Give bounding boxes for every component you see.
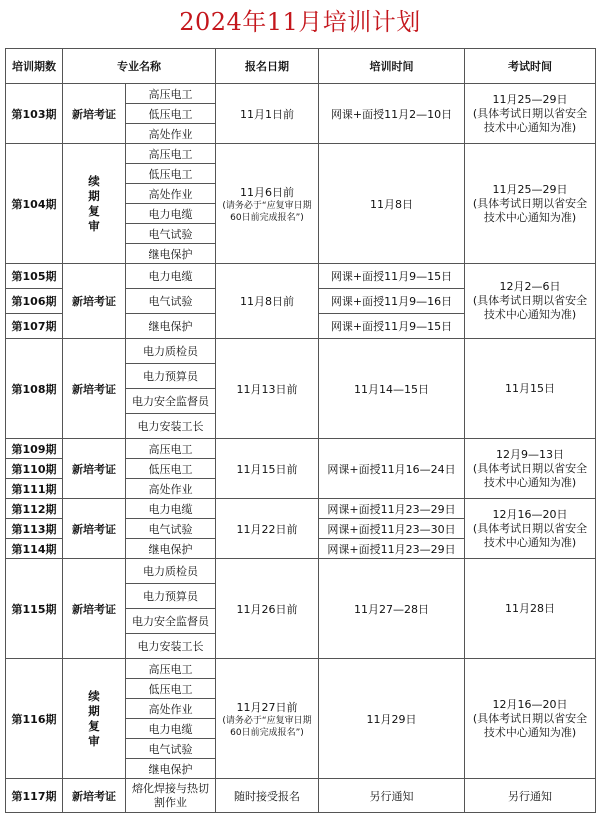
- signup-date-cell: [216, 144, 319, 264]
- signup-date-cell: 11月22日前: [216, 499, 319, 559]
- training-time-cell: 网课+面授11月9—15日: [319, 264, 465, 289]
- exam-time-cell: 另行通知: [465, 779, 596, 813]
- signup-date: 11月6日前: [240, 185, 294, 199]
- table-row: [6, 779, 596, 813]
- specialty-cell: 低压电工: [126, 679, 216, 699]
- signup-date-cell: [216, 659, 319, 779]
- exam-note: (具体考试日期以省安全: [472, 106, 588, 120]
- period-cell: 第116期: [6, 659, 63, 779]
- signup-date-cell: 随时接受报名: [216, 779, 319, 813]
- table-row: [6, 499, 596, 519]
- exam-note: 技术中心通知为准): [483, 210, 577, 224]
- specialty-cell: 电力质检员: [126, 339, 216, 364]
- training-time-cell: 网课+面授11月9—16日: [319, 289, 465, 314]
- exam-time-cell: 11月28日: [465, 559, 596, 659]
- specialty-cell: 高处作业: [126, 479, 216, 499]
- course-type-cell: 新培考证: [63, 84, 126, 144]
- training-time-cell: 11月14—15日: [319, 339, 465, 439]
- course-type-cell: 新培考证: [63, 499, 126, 559]
- table-row: [6, 84, 596, 104]
- signup-date-cell: 11月26日前: [216, 559, 319, 659]
- header-period: 培训期数: [6, 49, 63, 84]
- training-time-cell: 网课+面授11月23—30日: [319, 519, 465, 539]
- period-cell: 第106期: [6, 289, 63, 314]
- course-type-cell: 续 期 复 审: [63, 144, 126, 264]
- specialty-cell: 电气试验: [126, 224, 216, 244]
- header-exam-time: 考试时间: [465, 49, 596, 84]
- exam-time-cell: [465, 659, 596, 779]
- period-cell: 第115期: [6, 559, 63, 659]
- table-row: [6, 264, 596, 289]
- exam-date: 11月25—29日: [492, 92, 568, 106]
- signup-note: (请务必于“应复审日期60日前完成报名”): [222, 715, 312, 738]
- specialty-cell: 电气试验: [126, 289, 216, 314]
- exam-time-cell: [465, 144, 596, 264]
- specialty-cell: 低压电工: [126, 104, 216, 124]
- training-time-cell: 网课+面授11月23—29日: [319, 539, 465, 559]
- exam-note: 技术中心通知为准): [483, 120, 577, 134]
- exam-note: (具体考试日期以省安全: [472, 196, 588, 210]
- table-row: [6, 559, 596, 584]
- training-time-cell: 另行通知: [319, 779, 465, 813]
- training-time-cell: 网课+面授11月16—24日: [319, 439, 465, 499]
- table-row: [6, 659, 596, 679]
- specialty-cell: 电力安装工长: [126, 414, 216, 439]
- specialty-cell: 电力电缆: [126, 264, 216, 289]
- table-row: [6, 439, 596, 459]
- header-training-time: 培训时间: [319, 49, 465, 84]
- signup-date-cell: 11月1日前: [216, 84, 319, 144]
- course-type-cell: 新培考证: [63, 439, 126, 499]
- period-cell: 第110期: [6, 459, 63, 479]
- signup-date: 11月27日前: [236, 700, 298, 714]
- specialty-cell: 高压电工: [126, 144, 216, 164]
- exam-date: 11月25—29日: [492, 182, 568, 196]
- specialty-cell: 继电保护: [126, 759, 216, 779]
- training-time-cell: 11月29日: [319, 659, 465, 779]
- specialty-cell: 高处作业: [126, 184, 216, 204]
- exam-time-cell: [465, 84, 596, 144]
- course-type-cell: 新培考证: [63, 339, 126, 439]
- specialty-cell: 电气试验: [126, 739, 216, 759]
- signup-note: (请务必于“应复审日期60日前完成报名”): [222, 200, 312, 223]
- training-time-cell: 11月8日: [319, 144, 465, 264]
- exam-note: 技术中心通知为准): [483, 308, 577, 321]
- specialty-cell: 继电保护: [126, 244, 216, 264]
- specialty-cell: 高处作业: [126, 124, 216, 144]
- specialty-cell: 高处作业: [126, 699, 216, 719]
- exam-note: 技术中心通知为准): [483, 535, 577, 549]
- specialty-cell: 熔化焊接与热切割作业: [126, 779, 216, 813]
- course-type-cell: 新培考证: [63, 559, 126, 659]
- exam-note: (具体考试日期以省安全: [472, 521, 588, 535]
- specialty-cell: 电力电缆: [126, 204, 216, 224]
- exam-date: 12月16—20日: [492, 507, 568, 521]
- page-title: 2024年11月培训计划: [179, 8, 421, 36]
- specialty-cell: 高压电工: [126, 439, 216, 459]
- signup-date-cell: 11月13日前: [216, 339, 319, 439]
- exam-note: 技术中心通知为准): [483, 475, 577, 489]
- specialty-cell: 继电保护: [126, 314, 216, 339]
- period-cell: 第107期: [6, 314, 63, 339]
- signup-date-cell: 11月15日前: [216, 439, 319, 499]
- specialty-cell: 电力质检员: [126, 559, 216, 584]
- specialty-cell: 电力安全监督员: [126, 389, 216, 414]
- exam-note: 技术中心通知为准): [483, 725, 577, 739]
- exam-time-cell: [465, 439, 596, 499]
- specialty-cell: 电力安装工长: [126, 634, 216, 659]
- period-cell: 第104期: [6, 144, 63, 264]
- training-time-cell: 网课+面授11月23—29日: [319, 499, 465, 519]
- specialty-cell: 电力安全监督员: [126, 609, 216, 634]
- table-row: [6, 144, 596, 164]
- table-header-row: [6, 49, 596, 84]
- training-time-cell: 11月27—28日: [319, 559, 465, 659]
- exam-time-cell: [465, 264, 596, 339]
- table-row: [6, 339, 596, 364]
- period-cell: 第114期: [6, 539, 63, 559]
- period-cell: 第109期: [6, 439, 63, 459]
- specialty-cell: 低压电工: [126, 459, 216, 479]
- course-type-cell: 新培考证: [63, 779, 126, 813]
- specialty-cell: 电力电缆: [126, 499, 216, 519]
- period-cell: 第113期: [6, 519, 63, 539]
- course-type-cell: 续 期 复 审: [63, 659, 126, 779]
- training-schedule-table: [5, 48, 596, 813]
- period-cell: 第112期: [6, 499, 63, 519]
- exam-date: 12月9—13日: [496, 447, 564, 461]
- period-cell: 第103期: [6, 84, 63, 144]
- specialty-cell: 电气试验: [126, 519, 216, 539]
- specialty-cell: 高压电工: [126, 659, 216, 679]
- training-time-cell: 网课+面授11月9—15日: [319, 314, 465, 339]
- specialty-cell: 高压电工: [126, 84, 216, 104]
- specialty-cell: 继电保护: [126, 539, 216, 559]
- specialty-cell: 低压电工: [126, 164, 216, 184]
- specialty-cell: 电力预算员: [126, 364, 216, 389]
- exam-note: (具体考试日期以省安全: [472, 711, 588, 725]
- exam-time-cell: 11月15日: [465, 339, 596, 439]
- exam-date: 12月2—6日: [499, 280, 561, 293]
- exam-date: 12月16—20日: [492, 697, 568, 711]
- period-cell: 第111期: [6, 479, 63, 499]
- signup-date-cell: 11月8日前: [216, 264, 319, 339]
- course-type-cell: 新培考证: [63, 264, 126, 339]
- period-cell: 第105期: [6, 264, 63, 289]
- exam-note: (具体考试日期以省安全: [472, 294, 588, 307]
- exam-note: (具体考试日期以省安全: [472, 461, 588, 475]
- specialty-cell: 电力电缆: [126, 719, 216, 739]
- header-specialty: 专业名称: [63, 49, 216, 84]
- period-cell: 第117期: [6, 779, 63, 813]
- header-signup-date: 报名日期: [216, 49, 319, 84]
- specialty-cell: 电力预算员: [126, 584, 216, 609]
- training-time-cell: 网课+面授11月2—10日: [319, 84, 465, 144]
- period-cell: 第108期: [6, 339, 63, 439]
- exam-time-cell: [465, 499, 596, 559]
